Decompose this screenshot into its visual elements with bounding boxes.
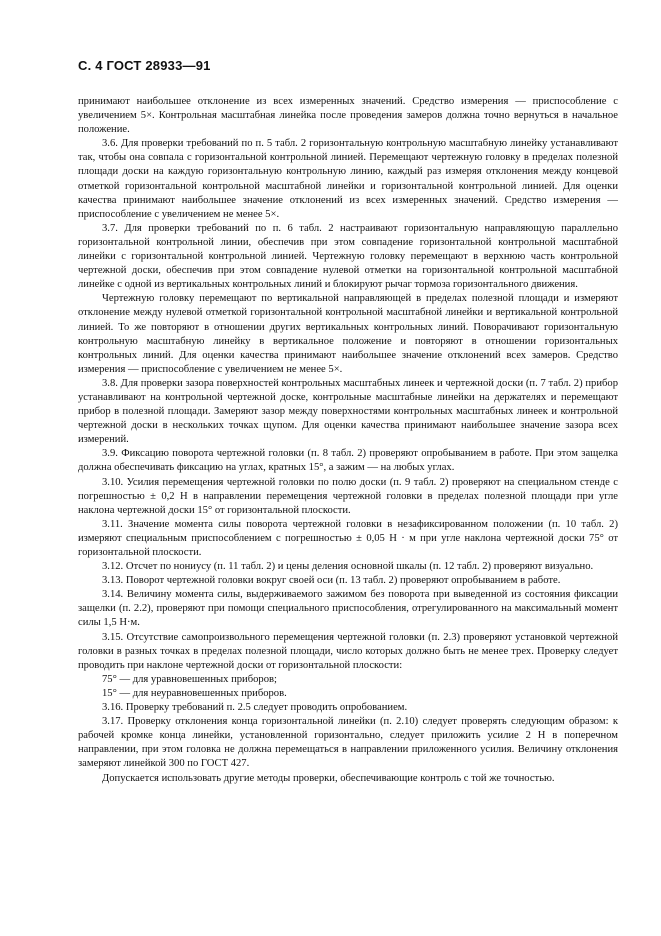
document-body — [78, 95, 618, 786]
paragraph-3-11: 3.11. Значение момента силы поворота чертежной головки в незафиксированном положении (п. 10 табл. 2) измеряют специальным приспособлением с погрешностью ± 0,05 Н · м при угле наклона чертежной доски 75° от горизонтальной плоскости. — [78, 518, 618, 558]
paragraph-3-13: 3.13. Поворот чертежной головки вокруг своей оси (п. 13 табл. 2) проверяют опробыванием в работе. — [102, 575, 561, 587]
paragraph-3-16: 3.16. Проверку требований п. 2.5 следует проводить опробованием. — [102, 702, 408, 714]
document-page — [78, 58, 618, 786]
paragraph-continuation: принимают наибольшее отклонение из всех измеренных значений. Средство измерения — приспособление с увеличением 5×. Контрольная масштабная линейка после проведения замеров должна точно вернуться в начальное положение. — [78, 96, 618, 136]
paragraph-3-7: 3.7. Для проверки требований по п. 6 табл. 2 настраивают горизонтальную направляющую параллельно горизонтальной контрольной линии, обеспечив при этом совпадение горизонтальной контрольной масштабной линейки с горизонтальной контрольной линией. Чертежную головку перемещают в верхнюю часть контрольной чертежной доски, обеспечив при этом совпадение нулевой отметки на горизонтальной контрольной масштабной линейке с одной из вертикальных контрольных линий и блокируют рычаг тормоза горизонтального движения. — [78, 222, 618, 291]
paragraph-3-6: 3.6. Для проверки требований по п. 5 табл. 2 горизонтальную контрольную масштабную линейку устанавливают так, чтобы она совпала с горизонтальной контрольной линией. Перемещают чертежную головку в пределах полезной площади доски на каждую горизонтальную контрольную линию, каждый раз измеряя отклонения между концевой отметкой горизонтальной контрольной масштабной линейки и горизонтальной контрольной линией. Для оценки качества принимают наибольшее значение отклонений из всех измеренных значений. Средство измерения — приспособление с увеличением не менее 5×. — [78, 138, 618, 220]
paragraph-3-9: 3.9. Фиксацию поворота чертежной головки (п. 8 табл. 2) проверяют опробыванием в работе. При этом защелка должна обеспечивать фиксацию на углах, кратных 15°, а зажим — на любых углах. — [78, 448, 618, 474]
list-item-balanced: 75° — для уравновешенных приборов; — [102, 673, 277, 685]
paragraph-3-17: 3.17. Проверку отклонения конца горизонтальной линейки (п. 2.10) следует проверять следующим образом: к рабочей кромке конца линейки, установленной горизонтально, следует приложить усилие 2 Н в поперечном направлении, при этом головка не должна перемещаться в направлении приложенного усилия. Величину отклонения замеряют линейкой 300 по ГОСТ 427. — [78, 716, 618, 770]
paragraph-3-15: 3.15. Отсутствие самопроизвольного перемещения чертежной головки (п. 2.3) проверяют установкой чертежной головки в разных точках в пределах полезной площади, число которых должно быть не менее трех. Проверку следует проводить при наклоне чертежной доски от горизонтальной плоскости: — [78, 631, 618, 671]
page-header: С. 4 ГОСТ 28933—91 — [78, 58, 211, 73]
paragraph-3-7-continued: Чертежную головку перемещают по вертикальной направляющей в пределах полезной площади и измеряют отклонение между нулевой отметкой горизонтальной контрольной масштабной линейки и вертикальной контрольной линией. То же повторяют в отношении других вертикальных контрольных линий. Поворачивают горизонтальную контрольную масштабную линейку в вертикальное положение и повторяют в отношении горизонтальных контрольных линий. Для оценки качества принимают наибольшее значение отклонений всех замеров. Средство измерения — приспособление с увеличением не менее 5×. — [78, 293, 618, 375]
paragraph-3-14: 3.14. Величину момента силы, выдерживаемого зажимом без поворота при выведенной из состояния фиксации защелки (п. 2.2), проверяют при помощи специального приспособления, отрегулированного на максимальный момент силы 1,5 Н·м. — [78, 589, 618, 629]
paragraph-3-10: 3.10. Усилия перемещения чертежной головки по полю доски (п. 9 табл. 2) проверяют на специальном стенде с погрешностью ± 0,2 Н в направлении перемещения чертежной головки в пределах полезной площади при угле наклона чертежной доски 15° от горизонтальной плоскости. — [78, 476, 618, 516]
paragraph-3-12: 3.12. Отсчет по нониусу (п. 11 табл. 2) и цены деления основной шкалы (п. 12 табл. 2) проверяют визуально. — [102, 561, 594, 573]
paragraph-final-note: Допускается использовать другие методы проверки, обеспечивающие контроль с той же точностью. — [102, 772, 555, 784]
list-item-unbalanced: 15° — для неуравновешенных приборов. — [102, 687, 287, 699]
paragraph-3-8: 3.8. Для проверки зазора поверхностей контрольных масштабных линеек и чертежной доски (п. 7 табл. 2) прибор устанавливают на контрольной чертежной доске, контрольные масштабные линейки на держателях и перемещают прибор в полезной площади. Замеряют зазор между поверхностями контрольных масштабных линеек и контрольной чертежной доски в нескольких точках щупом. Для оценки качества принимают наибольшее значение зазора всех измерений. — [78, 377, 618, 446]
